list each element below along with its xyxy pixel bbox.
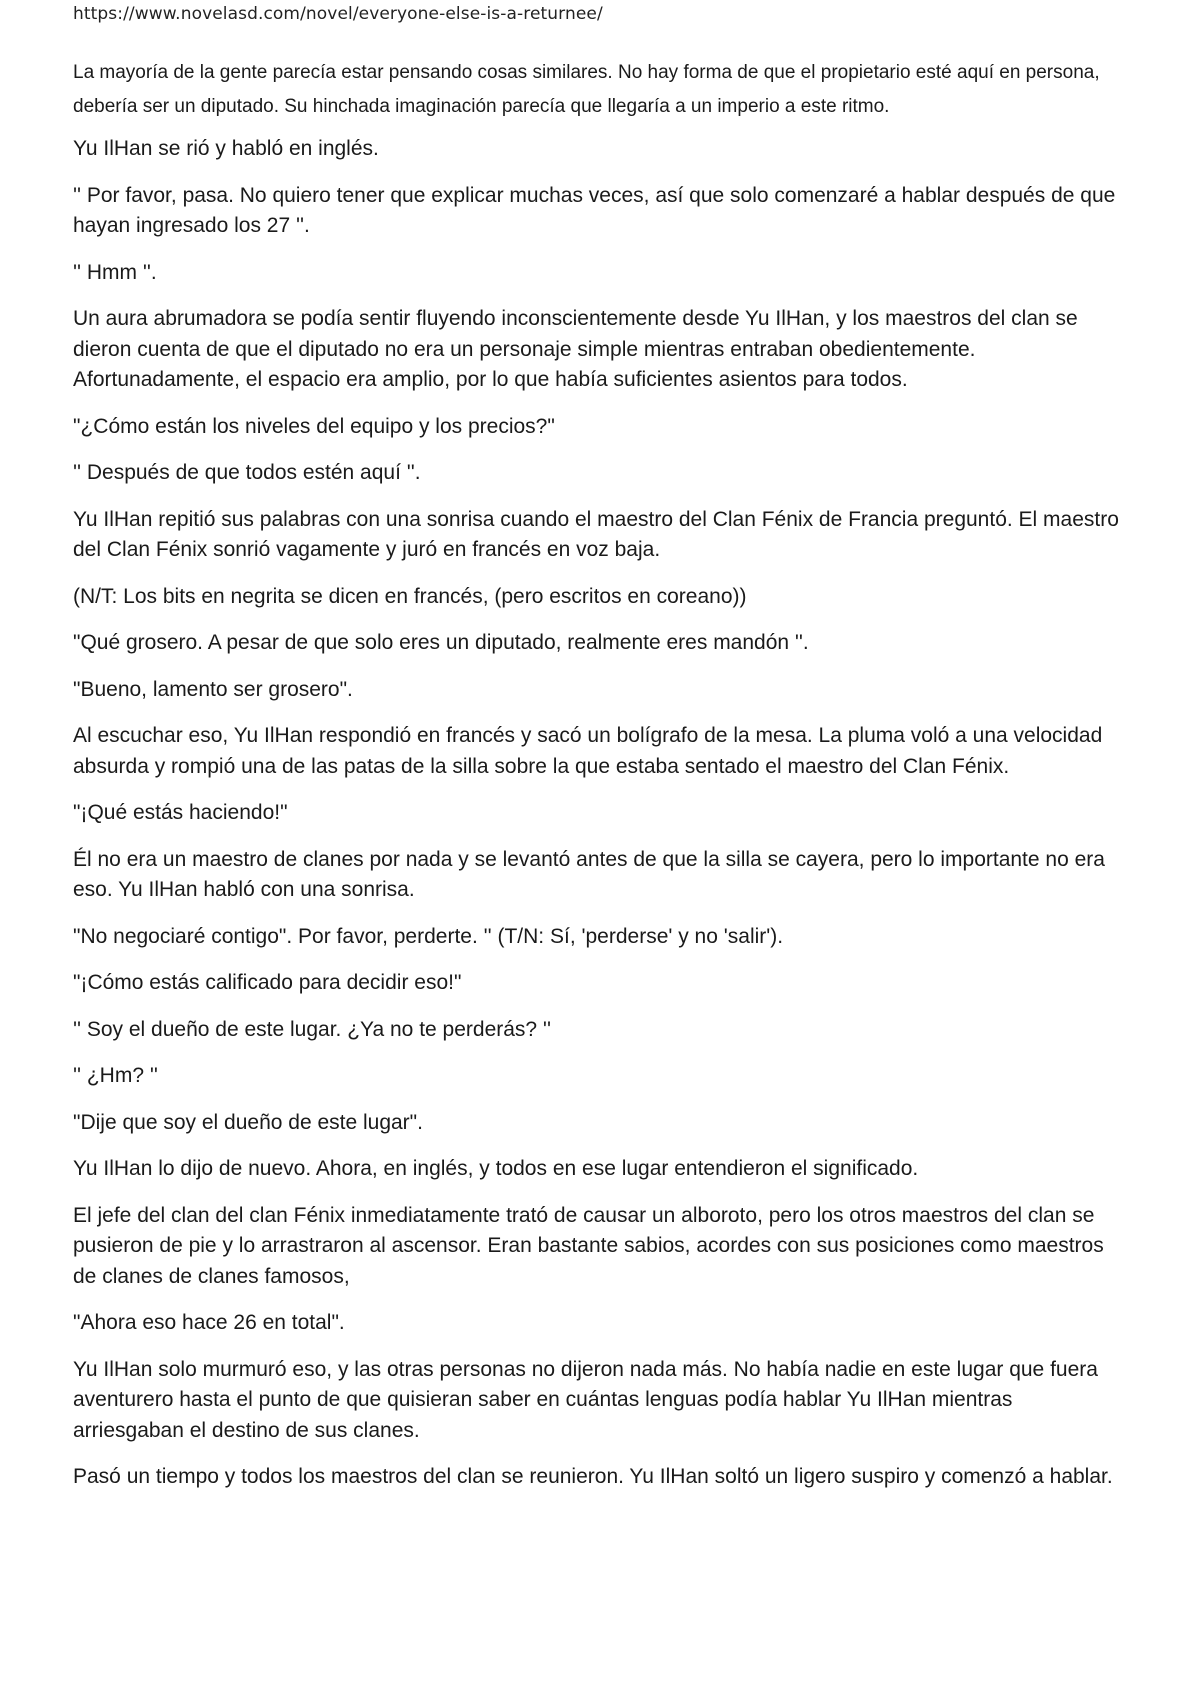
- paragraph: '' Por favor, pasa. No quiero tener que explicar muchas veces, así que solo comenzaré a hablar después de que hayan ingresado los 27 ''.: [73, 183, 1116, 237]
- paragraph: "Dije que soy el dueño de este lugar".: [73, 1110, 423, 1134]
- paragraph: Yu IlHan repitió sus palabras con una sonrisa cuando el maestro del Clan Fénix de Francia preguntó. El maestro del Clan Fénix sonrió vagamente y juró en francés en voz baja.: [73, 507, 1119, 561]
- paragraph: Yu IlHan se rió y habló en inglés.: [73, 137, 379, 160]
- paragraph: '' ¿Hm? '': [73, 1064, 158, 1087]
- paragraph: Yu IlHan lo dijo de nuevo. Ahora, en inglés, y todos en ese lugar entendieron el significado.: [73, 1157, 919, 1180]
- paragraph: Él no era un maestro de clanes por nada y se levantó antes de que la silla se cayera, pero lo importante no era eso. Yu IlHan habló con una sonrisa.: [73, 847, 1105, 901]
- document-body: [73, 56, 1123, 1509]
- paragraph: Al escuchar eso, Yu IlHan respondió en francés y sacó un bolígrafo de la mesa. La pluma voló a una velocidad absurda y rompió una de las patas de la silla sobre la que estaba sentado el maestro del Clan Fénix.: [73, 724, 1103, 778]
- paragraph: "Bueno, lamento ser grosero".: [73, 677, 353, 701]
- paragraph: '' Después de que todos estén aquí ''.: [73, 461, 421, 484]
- paragraph: "No negociaré contigo". Por favor, perderte. '' (T/N: Sí, 'perderse' y no 'salir').: [73, 924, 784, 948]
- source-url[interactable]: https://www.novelasd.com/novel/everyone-else-is-a-returnee/: [73, 4, 603, 24]
- paragraph: "¿Cómo están los niveles del equipo y los precios?": [73, 414, 555, 438]
- paragraph: "Qué grosero. A pesar de que solo eres un diputado, realmente eres mandón ''.: [73, 631, 809, 654]
- paragraph: '' Hmm ''.: [73, 260, 157, 284]
- paragraph: "Ahora eso hace 26 en total".: [73, 1311, 345, 1334]
- paragraph: Yu IlHan solo murmuró eso, y las otras personas no dijeron nada más. No había nadie en este lugar que fuera aventurero hasta el punto de que quisieran saber en cuántas lenguas podía hablar Yu IlHan mientras arriesgaban el destino de sus clanes.: [73, 1357, 1098, 1442]
- paragraph: '' Soy el dueño de este lugar. ¿Ya no te perderás? '': [73, 1017, 551, 1041]
- paragraph: El jefe del clan del clan Fénix inmediatamente trató de causar un alboroto, pero los otros maestros del clan se pusieron de pie y lo arrastraron al ascensor. Eran bastante sabios, acordes con sus posiciones como maestros de clanes de clanes famosos,: [73, 1203, 1104, 1288]
- paragraph: Pasó un tiempo y todos los maestros del clan se reunieron. Yu IlHan soltó un ligero suspiro y comenzó a hablar.: [73, 1465, 1113, 1488]
- paragraph: Un aura abrumadora se podía sentir fluyendo inconscientemente desde Yu IlHan, y los maestros del clan se dieron cuenta de que el diputado no era un personaje simple mientras entraban obedientemente. Afortunadamente, el espacio era amplio, por lo que había suficientes asientos para todos.: [73, 307, 1078, 391]
- paragraph: La mayoría de la gente parecía estar pensando cosas similares. No hay forma de que el propietario esté aquí en persona, debería ser un diputado. Su hinchada imaginación parecía que llegaría a un imperio a este ritmo.: [73, 62, 1100, 117]
- paragraph: (N/T: Los bits en negrita se dicen en francés, (pero escritos en coreano)): [73, 584, 747, 608]
- paragraph: "¡Cómo estás calificado para decidir eso!": [73, 971, 462, 994]
- paragraph: "¡Qué estás haciendo!": [73, 801, 288, 824]
